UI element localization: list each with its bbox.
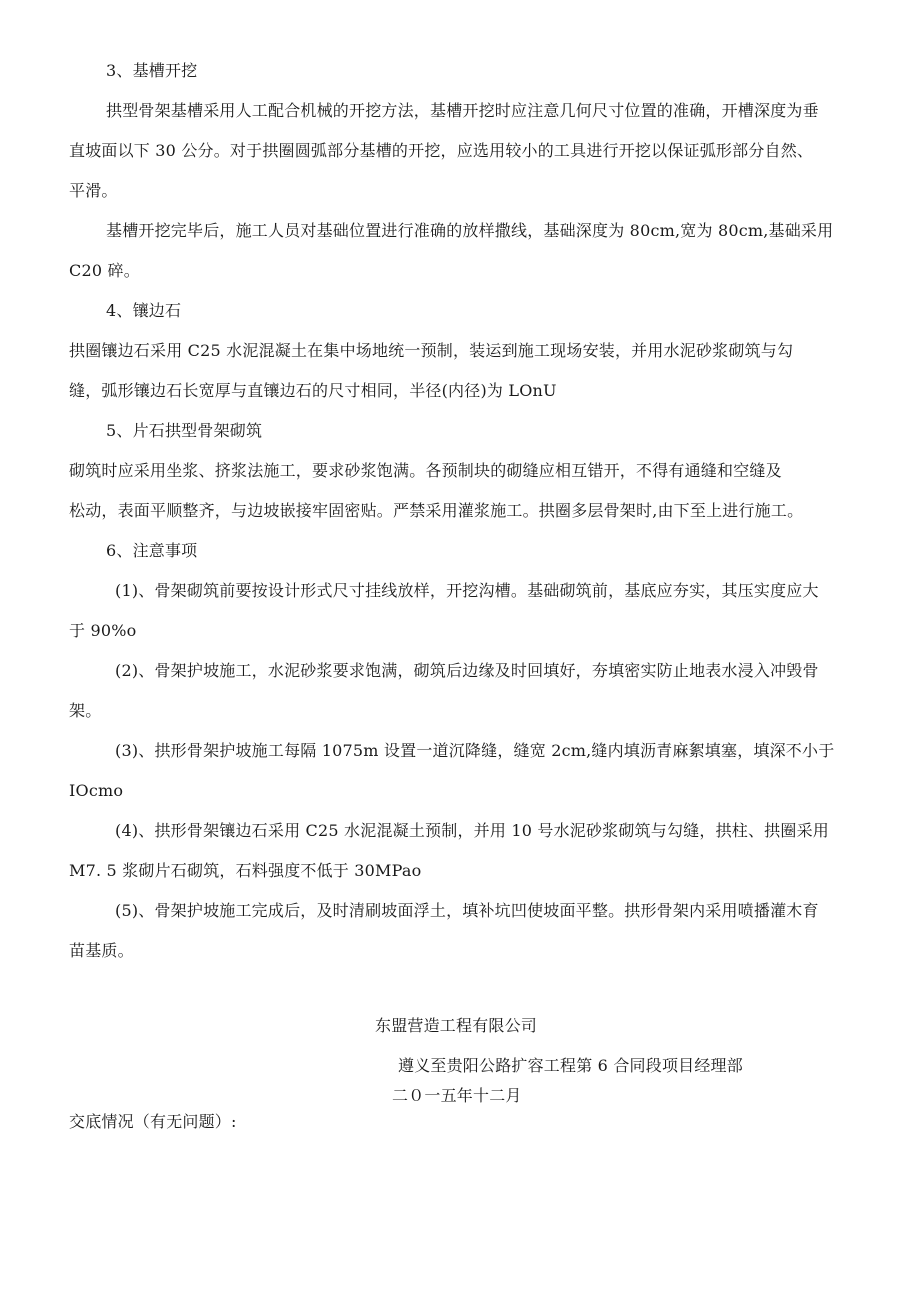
footer-company: 东盟营造工程有限公司 [375,1016,538,1035]
note-item-5: (5)、骨架护坡施工完成后，及时清刷坡面浮土，填补坑凹使坡面平整。拱形骨架内采用喷播灌木育 [115,901,819,920]
paragraph-line: 拱型骨架基槽采用人工配合机械的开挖方法，基槽开挖时应注意几何尺寸位置的准确，开槽深度为垂 [106,101,819,120]
paragraph-line: 于 90%o [69,621,137,640]
handover-label: 交底情况（有无问题）: [69,1112,237,1131]
paragraph-line: 平滑。 [69,181,118,200]
footer-date: 二０一五年十二月 [392,1086,522,1105]
paragraph-line: 拱圈镶边石采用 C25 水泥混凝土在集中场地统一预制，装运到施工现场安装，并用水泥砂浆砌筑与勾 [69,341,794,360]
paragraph-line: IOcmo [69,781,124,800]
footer-department: 遵义至贵阳公路扩容工程第 6 合同段项目经理部 [398,1056,743,1075]
section-heading-6: 6、注意事项 [106,541,198,560]
paragraph-line: 架。 [69,701,102,720]
note-item-2: (2)、骨架护坡施工，水泥砂浆要求饱满，砌筑后边缘及时回填好，夯填密实防止地表水浸入冲毁骨 [115,661,819,680]
paragraph-line: 基槽开挖完毕后，施工人员对基础位置进行准确的放样撒线，基础深度为 80cm,宽为 80cm,基础采用 [106,221,834,240]
paragraph-line: 直坡面以下 30 公分。对于拱圈圆弧部分基槽的开挖，应选用较小的工具进行开挖以保证弧形部分自然、 [69,141,814,160]
paragraph-line: C20 碎。 [69,261,140,280]
paragraph-line: 松动，表面平顺整齐，与边坡嵌接牢固密贴。严禁采用灌浆施工。拱圈多层骨架时,由下至上进行施工。 [69,501,804,520]
paragraph-line: M7. 5 浆砌片石砌筑，石料强度不低于 30MPao [69,861,422,880]
note-item-1: (1)、骨架砌筑前要按设计形式尺寸挂线放样，开挖沟槽。基础砌筑前，基底应夯实，其压实度应大 [115,581,819,600]
note-item-4: (4)、拱形骨架镶边石采用 C25 水泥混凝土预制，并用 10 号水泥砂浆砌筑与勾缝，拱柱、拱圈采用 [115,821,829,840]
section-heading-5: 5、片石拱型骨架砌筑 [106,421,263,440]
paragraph-line: 砌筑时应采用坐浆、挤浆法施工，要求砂浆饱满。各预制块的砌缝应相互错开，不得有通缝和空缝及 [69,461,782,480]
section-heading-3: 3、基槽开挖 [106,61,198,80]
note-item-3: (3)、拱形骨架护坡施工每隔 1075m 设置一道沉降缝，缝宽 2cm,缝内填沥青麻絮填塞，填深不小于 [115,741,835,760]
paragraph-line: 缝，弧形镶边石长宽厚与直镶边石的尺寸相同，半径(内径)为 LOnU [69,381,557,400]
section-heading-4: 4、镶边石 [106,301,182,320]
paragraph-line: 苗基质。 [69,941,134,960]
